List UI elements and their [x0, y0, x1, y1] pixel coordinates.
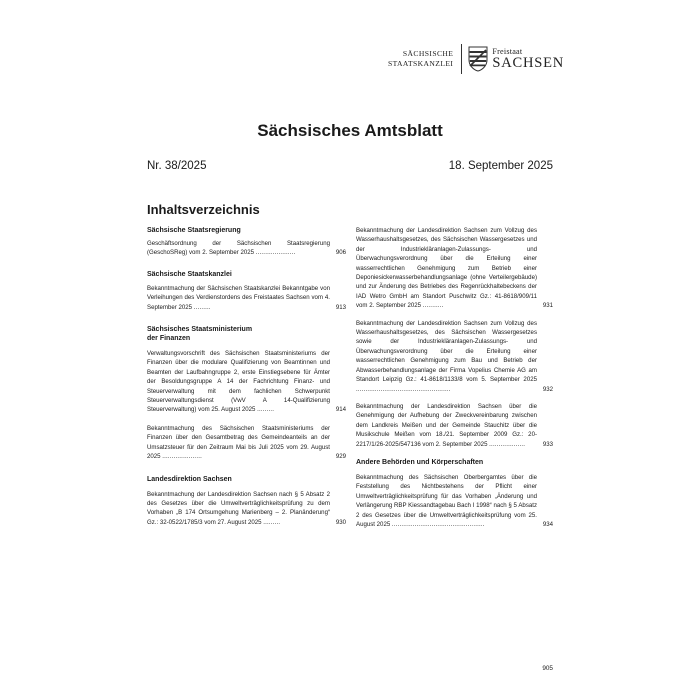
toc-entry-page: 934: [542, 520, 553, 528]
toc-heading: Inhaltsverzeichnis: [147, 202, 260, 217]
leader-dots: .....................: [162, 453, 203, 461]
leader-dots: .........: [263, 518, 281, 526]
staatskanzlei-logo: [388, 44, 564, 74]
leader-dots: .........: [257, 406, 275, 414]
logo-text-right: [492, 47, 564, 71]
toc-entry-page: 929: [335, 453, 346, 461]
toc-entry-text: Bekanntmachung des Sächsischen Staatsministeriums der Finanzen über den Gesamtbetrag des Gemeindeanteils an der Umsatzsteuer für den Zeitraum Mai bis Juli 2025 vom 29. August 2025: [147, 424, 330, 461]
leader-dots: ...........: [422, 302, 444, 310]
issue-number: Nr. 38/2025: [147, 160, 207, 172]
logo-sachsen: SACHSEN: [492, 55, 565, 71]
toc-entry-text: Bekanntmachung des Sächsischen Oberbergamtes über die Feststellung des Nichtbestehens der Pflicht einer Umweltverträglichkeitsprüfung für das Vorhaben „Änderung und Verlängerung RBP Kiessandtagebau Bach I 1998“ nach § 5 Absatz 2 des Gesetzes über die Umweltverträglichkeitsprüfung vom 25. August 2025: [356, 473, 537, 528]
logo-line-2: STAATSKANZLEI: [388, 59, 454, 68]
toc-entry[interactable]: [147, 284, 346, 312]
toc-entry[interactable]: [147, 239, 346, 258]
toc-entry-page: 933: [542, 440, 553, 448]
leader-dots: ...................: [489, 440, 526, 448]
section-heading-line-2: der Finanzen: [147, 335, 191, 343]
toc-entry[interactable]: [356, 226, 553, 311]
toc-entry-page: 931: [542, 302, 553, 310]
section-heading: Andere Behörden und Körperschaften: [356, 458, 484, 466]
issue-date: 18. September 2025: [448, 160, 553, 172]
toc-entry-text: Bekanntmachung der Landesdirektion Sachsen zum Vollzug des Wasserhaushaltsgesetzes, des Sächsischen Wassergesetzes sowie der Industriekläranlagen-Zulassungs- und Überwachungsverordnung über die Erteilung einer wasserrechtlichen Genehmigung zum Bau und Betrieb der Abwasserbehandlungsanlage der Firma Vopelius Chemie AG am Standort Leipzig Gz.: 41-8618/1133/8 vom 5. September 2025: [356, 319, 537, 384]
leader-dots: .........: [193, 303, 211, 311]
section-heading-line-1: Sächsisches Staatsministerium: [147, 326, 253, 334]
toc-entry[interactable]: [147, 349, 346, 415]
leader-dots: .................................................: [391, 520, 485, 528]
toc-column-left: [147, 226, 346, 527]
leader-dots: .....................: [255, 249, 296, 257]
toc-entry[interactable]: [147, 424, 346, 462]
logo-line-1: SÄCHSISCHE: [402, 49, 454, 58]
logo-divider: [461, 44, 462, 74]
toc-entry-text: Bekanntmachung der Landesdirektion Sachsen über die Genehmigung der Aufhebung der Zweckvereinbarung zwischen dem Landkreis Meißen und der Gemeinde Stauchitz über die Musikschule Meißen vom 18./21. September 2009 Gz.: 20-2217/1/26-2025/547136 vom 2. September 2025: [356, 402, 537, 448]
toc-entry[interactable]: [147, 490, 346, 528]
logo-text-left: [388, 49, 453, 69]
toc-column-right: [356, 226, 553, 529]
toc-entry-text: Verwaltungsvorschrift des Sächsischen Staatsministeriums der Finanzen über die modulare Qualifizierung von Beamtinnen und Beamten der Laufbahngruppe 2, erste Einstiegsebene für Ämter der Besoldungsgruppe A 14 der Fachrichtung Finanz- und Steuerverwaltung mit dem fachlichen Schwerpunkt Steuerverwaltungsdienst (VwV A 14-Qualifizierung Steuerverwaltung) vom 25. August 2025: [147, 350, 330, 414]
toc-entry[interactable]: [356, 402, 553, 449]
toc-entry[interactable]: [356, 473, 553, 529]
section-heading: Sächsische Staatsregierung: [147, 227, 241, 234]
section-heading: Sächsische Staatskanzlei: [147, 270, 232, 278]
toc-entry-page: 932: [542, 385, 553, 393]
logo-freistaat: Freistaat: [492, 47, 523, 56]
toc-entry-text: Bekanntmachung der Landesdirektion Sachsen zum Vollzug des Wasserhaushaltsgesetzes, des Sächsischen Wassergesetzes und der Industriekläranlagen-Zulassungs- und Überwachungsverordnung über die Erteilung einer wasserrechtlichen Genehmigung zum Betrieb einer Deponiesickerwasserbehandlungsanlage (ohne Verteilergebäude) und zur Änderung des Betriebes des Regenrückhaltebeckens der IAD Wetro GmbH am Standort Puschwitz Gz.: 41-8618/909/11 vom 2. September 2025: [356, 227, 537, 310]
saxony-crest-icon: [468, 46, 488, 72]
toc-entry[interactable]: [356, 319, 553, 394]
toc-entry-page: 913: [335, 303, 346, 311]
toc-entry-page: 906: [335, 249, 346, 257]
toc-entry-text: Geschäftsordnung der Sächsischen Staatsregierung (GeschoSReg) vom 2. September 2025: [147, 240, 330, 257]
toc-entry-text: Bekanntmachung der Sächsischen Staatskanzlei Bekanntgabe von Verleihungen des Verdienstordens des Freistaates Sachsen vom 4. September 2025: [147, 284, 330, 311]
section-heading: Landesdirektion Sachsen: [147, 475, 232, 483]
toc-entry-page: 914: [335, 406, 346, 414]
section-heading: [147, 325, 346, 343]
toc-entry-text: Bekanntmachung der Landesdirektion Sachsen nach § 5 Absatz 2 des Gesetzes über die Umweltverträglichkeitsprüfung zu dem Vorhaben „B 174 Ortsumgehung Marienberg – 2. Planänderung“ Gz.: 32-0522/1785/3 vom 27. August 2025: [147, 490, 330, 526]
page-number: 905: [542, 665, 553, 672]
leader-dots: ..................................................: [356, 385, 451, 393]
document-title: Sächsisches Amtsblatt: [257, 121, 443, 140]
toc-entry-page: 930: [335, 518, 346, 526]
